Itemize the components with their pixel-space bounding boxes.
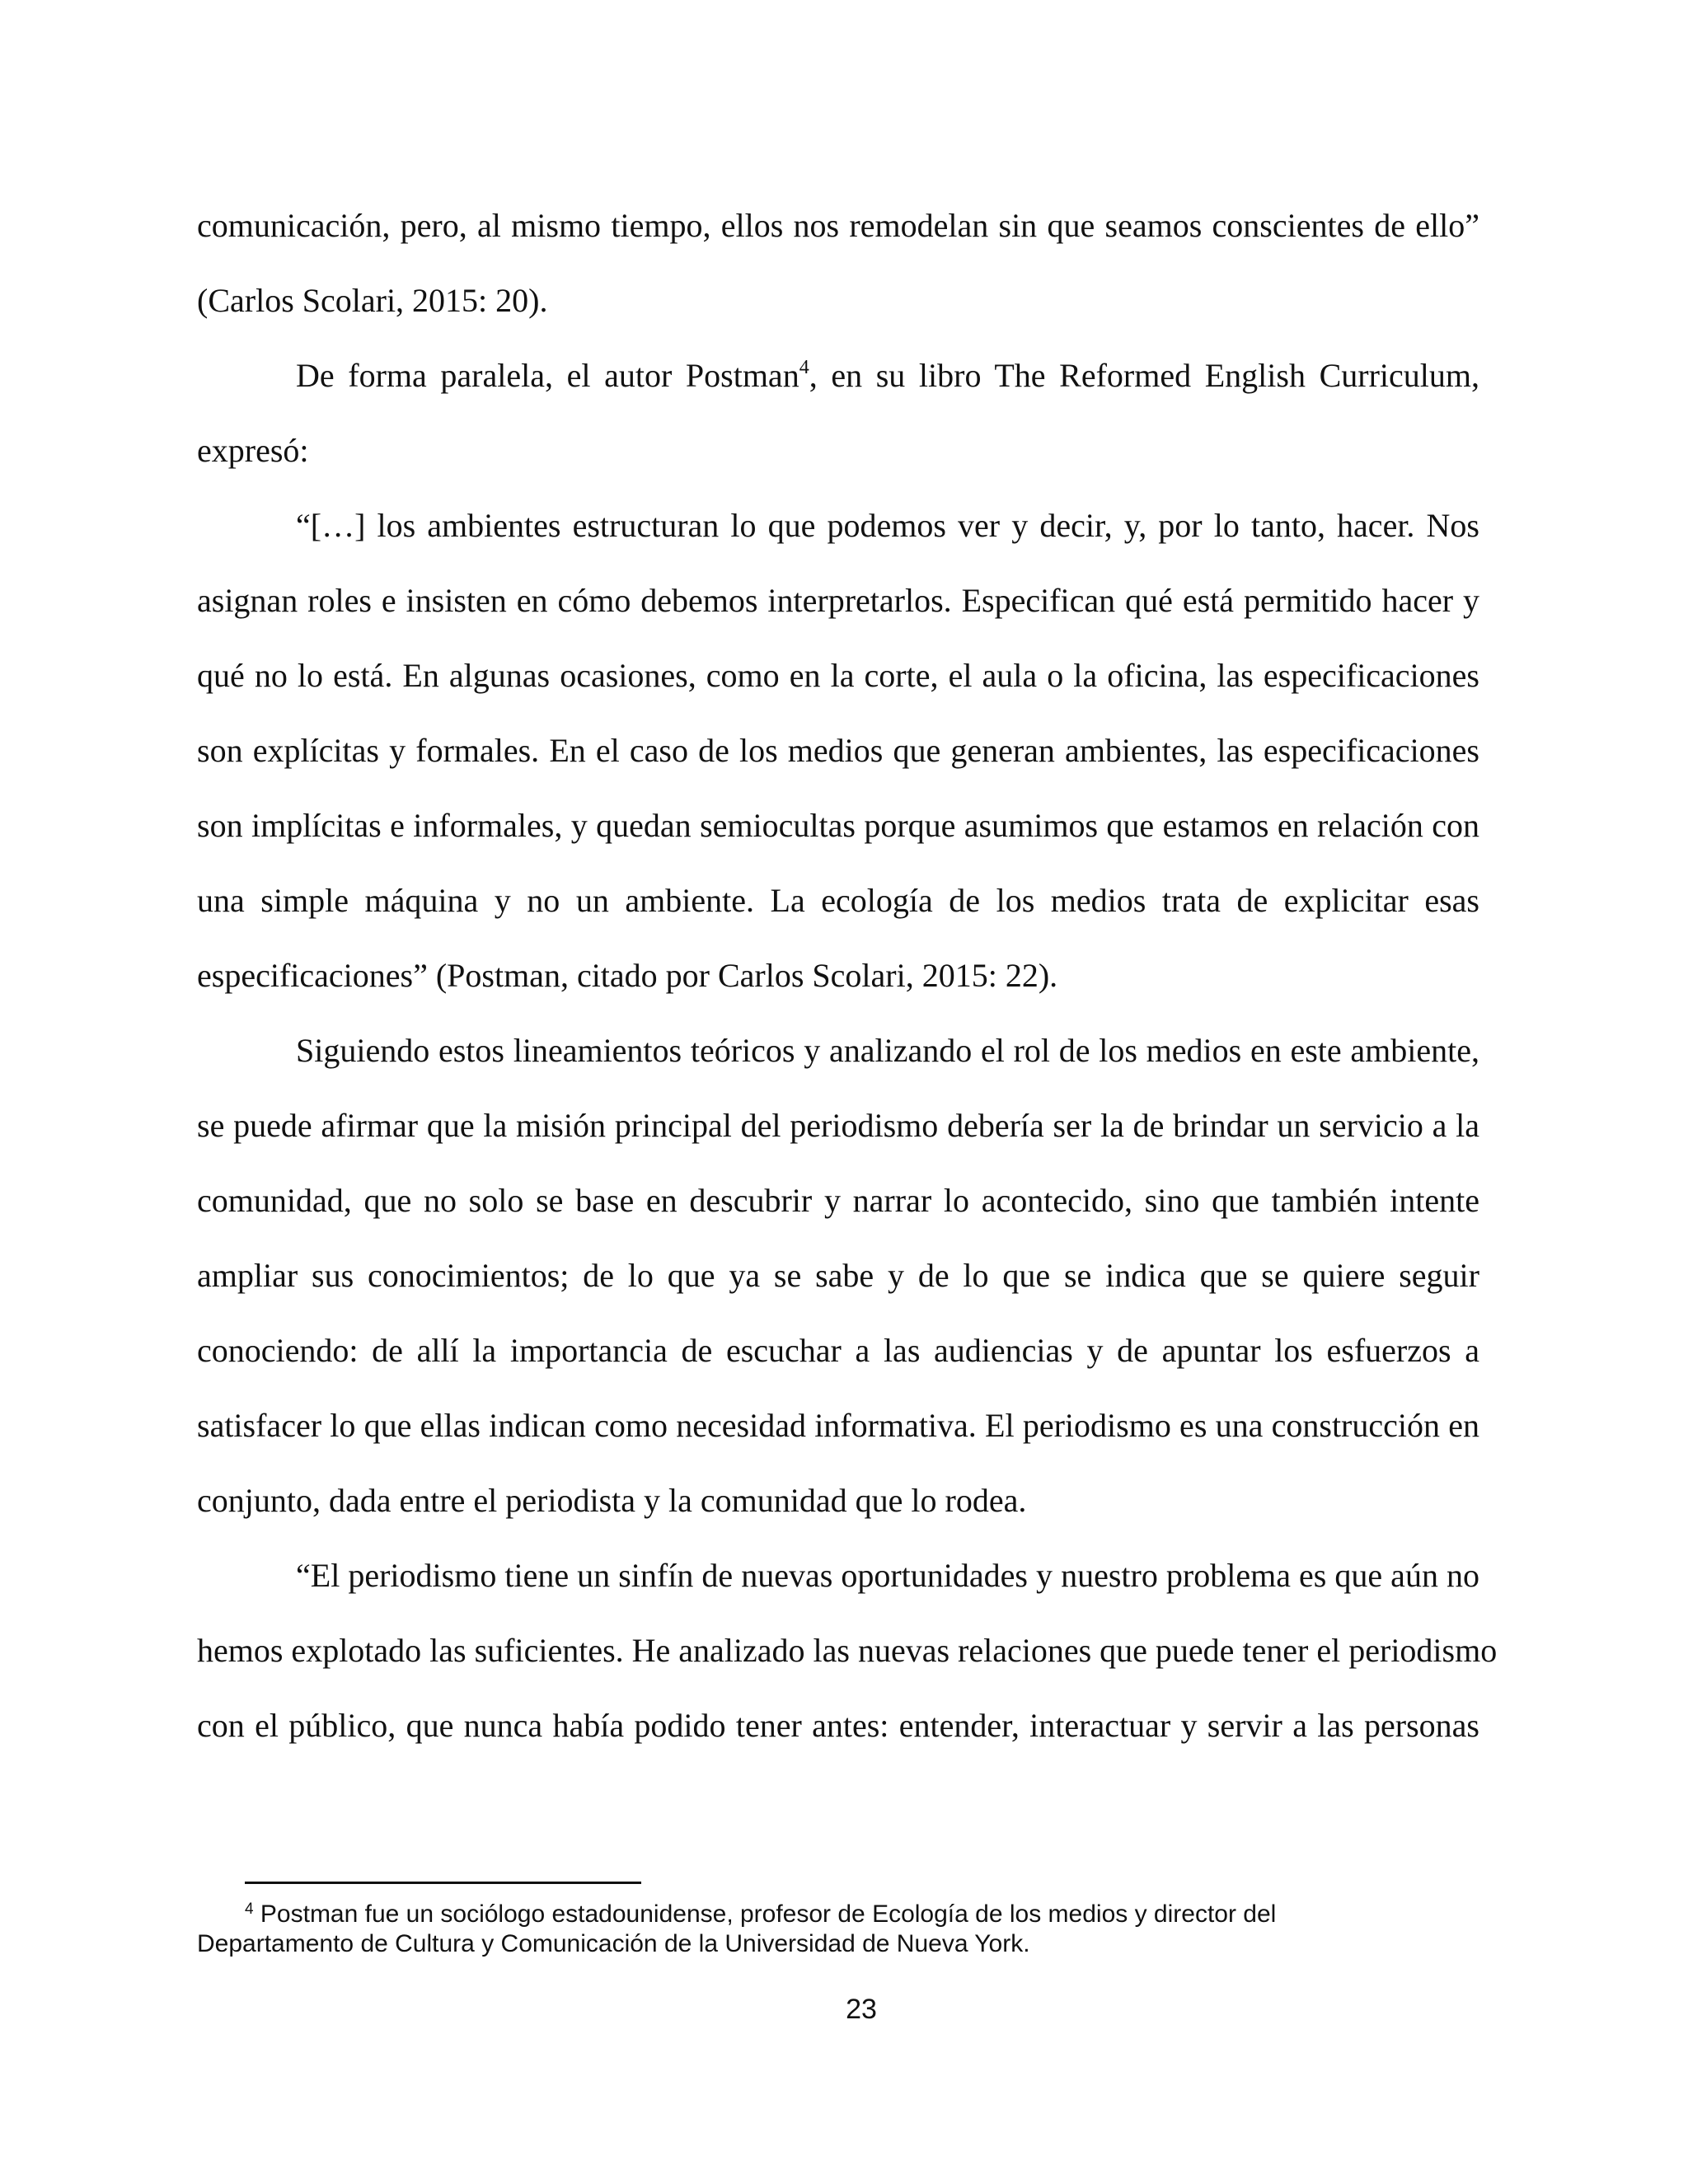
body-line-13: se puede afirmar que la misión principal del periodismo debería ser la de brindar un servicio a la [197, 1107, 1479, 1144]
body-line-11: especificaciones” (Postman, citado por Carlos Scolari, 2015: 22). [197, 957, 1058, 994]
footnote-text-1: Postman fue un sociólogo estadounidense, profesor de Ecología de los medios y director del [253, 1900, 1277, 1928]
footnote-line-2: Departamento de Cultura y Comunicación de la Universidad de Nueva York. [197, 1930, 1030, 1957]
body-line-6: asignan roles e insisten en cómo debemos interpretarlos. Especifican qué está permitido hacer y [197, 582, 1479, 619]
body-line-16: conociendo: de allí la importancia de escuchar a las audiencias y de apuntar los esfuerzos a [197, 1332, 1479, 1369]
body-line-8: son explícitas y formales. En el caso de los medios que generan ambientes, las especificaciones [197, 732, 1479, 769]
body-line-19: “El periodismo tiene un sinfín de nuevas oportunidades y nuestro problema es que aún no [296, 1557, 1479, 1594]
body-line-14: comunidad, que no solo se base en descubrir y narrar lo acontecido, sino que también intente [197, 1182, 1479, 1219]
footnote-reference: 4 [799, 357, 809, 378]
footnote-marker: 4 [245, 1900, 254, 1918]
body-line-3-a: De forma paralela, el autor Postman [296, 357, 799, 394]
body-line-21: con el público, que nunca había podido tener antes: entender, interactuar y servir a las personas [197, 1707, 1479, 1744]
body-line-18: conjunto, dada entre el periodista y la comunidad que lo rodea. [197, 1482, 1027, 1519]
body-line-9: son implícitas e informales, y quedan semiocultas porque asumimos que estamos en relación con [197, 807, 1479, 844]
body-line-15: ampliar sus conocimientos; de lo que ya se sabe y de lo que se indica que se quiere seguir [197, 1257, 1479, 1294]
page-number: 23 [846, 1994, 877, 2025]
body-line-4: expresó: [197, 432, 309, 469]
body-line-7: qué no lo está. En algunas ocasiones, como en la corte, el aula o la oficina, las especificaciones [197, 657, 1479, 694]
body-line-10: una simple máquina y no un ambiente. La ecología de los medios trata de explicitar esas [197, 882, 1479, 919]
body-line-3-b: , en su libro The Reformed English Curriculum, [809, 357, 1480, 394]
footnote-line-1 [245, 1900, 1276, 1929]
body-line-2: (Carlos Scolari, 2015: 20). [197, 282, 548, 319]
footnote-separator [245, 1882, 641, 1884]
body-line-5: “[…] los ambientes estructuran lo que podemos ver y decir, y, por lo tanto, hacer. Nos [296, 507, 1479, 544]
body-line-1: comunicación, pero, al mismo tiempo, ellos nos remodelan sin que seamos conscientes de ello” [197, 207, 1479, 244]
body-line-3 [296, 356, 1479, 396]
body-line-17: satisfacer lo que ellas indican como necesidad informativa. El periodismo es una construcción en [197, 1407, 1479, 1444]
body-line-20: hemos explotado las suficientes. He analizado las nuevas relaciones que puede tener el periodismo [197, 1632, 1498, 1669]
body-line-12: Siguiendo estos lineamientos teóricos y analizando el rol de los medios en este ambiente, [296, 1032, 1479, 1069]
